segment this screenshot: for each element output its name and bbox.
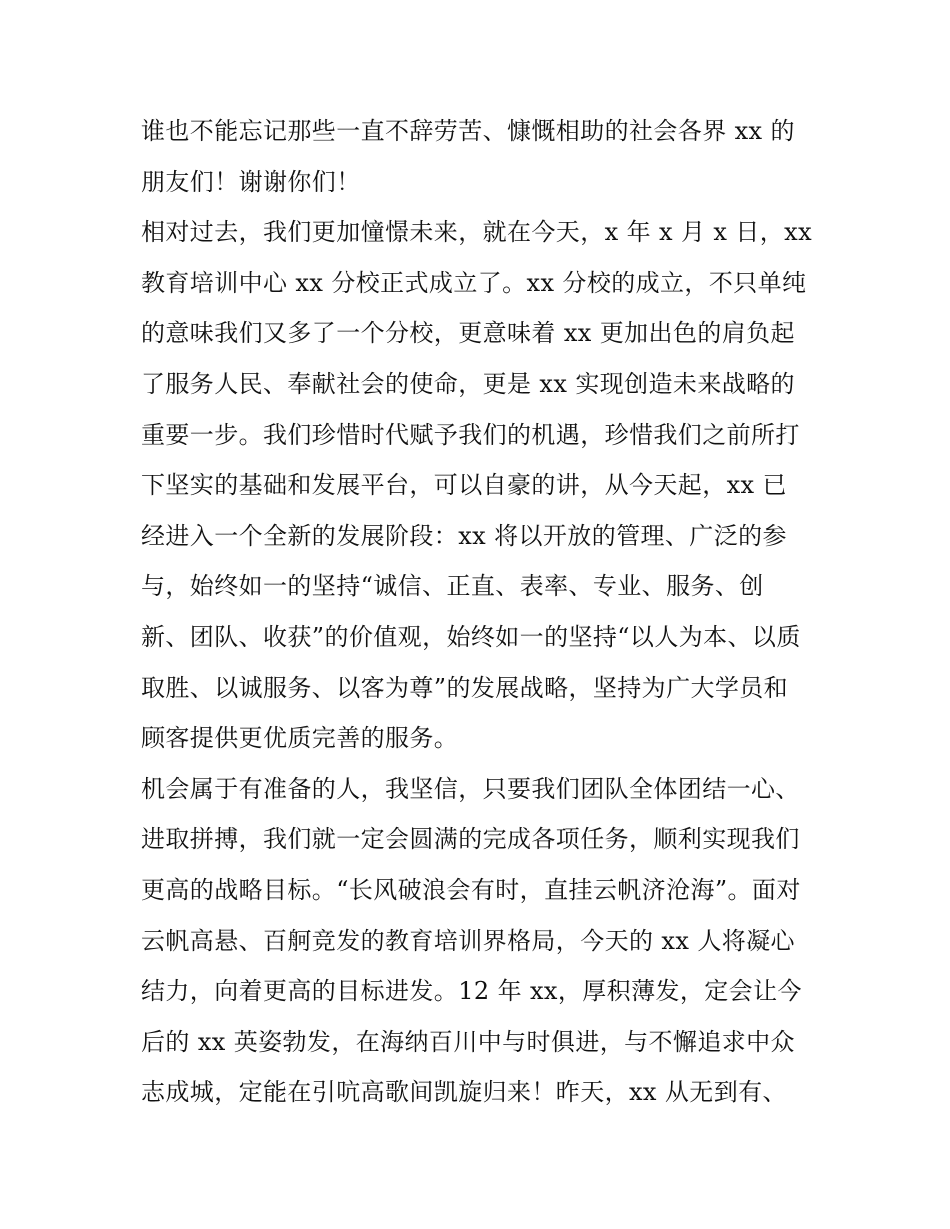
text-line: 志成城，定能在引吭高歌间凯旋归来！昨天，xx 从无到有、	[141, 1078, 787, 1106]
text-line: 重要一步。我们珍惜时代赋予我们的机遇，珍惜我们之前所打	[141, 421, 800, 449]
text-line: 相对过去，我们更加憧憬未来，就在今天，x 年 x 月 x 日，xx	[141, 218, 813, 246]
text-line: 经进入一个全新的发展阶段：xx 将以开放的管理、广泛的参	[141, 522, 787, 550]
text-line: 取胜、以诚服务、以客为尊”的发展战略，坚持为广大学员和	[141, 674, 789, 702]
text-line: 后的 xx 英姿勃发，在海纳百川中与时俱进，与不懈追求中众	[141, 1028, 795, 1056]
text-line: 云帆高悬、百舸竞发的教育培训界格局，今天的 xx 人将凝心	[141, 927, 795, 955]
text-line: 下坚实的基础和发展平台，可以自豪的讲，从今天起，xx 已	[141, 471, 787, 499]
text-line: 谁也不能忘记那些一直不辞劳苦、慷慨相助的社会各界 xx 的	[141, 117, 795, 145]
text-line: 结力，向着更高的目标进发。12 年 xx，厚积薄发，定会让今	[141, 977, 802, 1005]
text-line: 了服务人民、奉献社会的使命，更是 xx 实现创造未来战略的	[141, 370, 795, 398]
text-line: 更高的战略目标。“长风破浪会有时，直挂云帆济沧海”。面对	[141, 876, 801, 904]
text-line: 教育培训中心 xx 分校正式成立了。xx 分校的成立，不只单纯	[141, 269, 807, 297]
text-line: 朋友们！谢谢你们！	[141, 168, 361, 196]
text-line: 进取拼搏，我们就一定会圆满的完成各项任务，顺利实现我们	[141, 825, 800, 853]
text-line: 机会属于有准备的人，我坚信，只要我们团队全体团结一心、	[141, 775, 800, 803]
text-line: 的意味我们又多了一个分校，更意味着 xx 更加出色的肩负起	[141, 319, 795, 347]
text-line: 新、团队、收获”的价值观，始终如一的坚持“以人为本、以质	[141, 623, 801, 651]
text-line: 与，始终如一的坚持“诚信、正直、表率、专业、服务、创	[141, 572, 764, 600]
text-line: 顾客提供更优质完善的服务。	[141, 724, 459, 752]
